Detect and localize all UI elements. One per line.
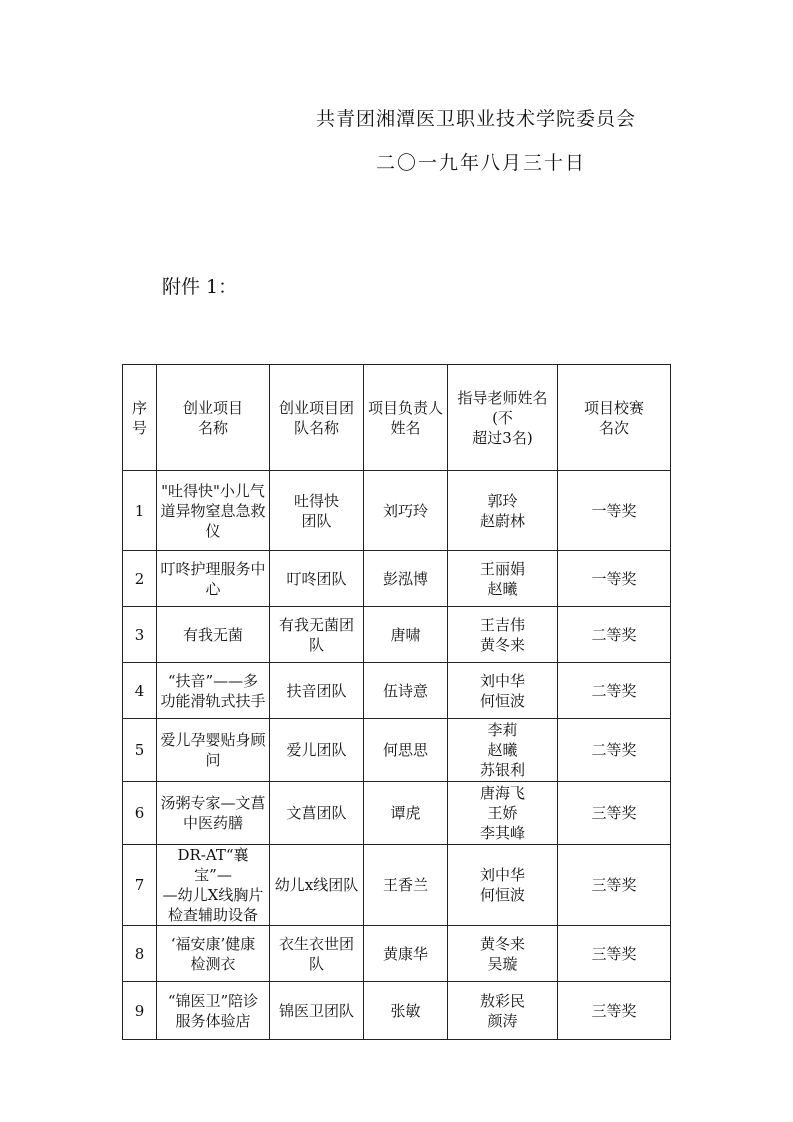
cell-leader: 何思思 [364,719,448,782]
cell-no: 9 [123,982,157,1040]
cell-advisors: 唐海飞 王娇 李其峰 [448,782,558,845]
cell-team: 文菖团队 [270,782,364,845]
header-cell-leader: 项目负责人 姓名 [364,365,448,471]
cell-no: 7 [123,845,157,926]
cell-project: “锦医卫”陪诊 服务体验店 [157,982,270,1040]
cell-no: 1 [123,471,157,551]
cell-leader: 唐啸 [364,607,448,663]
cell-leader: 张敏 [364,982,448,1040]
cell-project: 叮咚护理服务中 心 [157,551,270,607]
cell-rank: 三等奖 [558,982,671,1040]
cell-rank: 一等奖 [558,551,671,607]
header-cell-rank: 项目校赛 名次 [558,365,671,471]
cell-leader: 刘巧玲 [364,471,448,551]
cell-no: 6 [123,782,157,845]
cell-advisors: 刘中华 何恒波 [448,663,558,719]
cell-rank: 二等奖 [558,663,671,719]
header-cell-team: 创业项目团 队名称 [270,365,364,471]
table-row [123,471,671,551]
cell-no: 5 [123,719,157,782]
cell-rank: 二等奖 [558,607,671,663]
cell-team: 幼儿x线团队 [270,845,364,926]
table-row [123,663,671,719]
cell-leader: 彭泓博 [364,551,448,607]
cell-project: “扶音”——多 功能滑轨式扶手 [157,663,270,719]
cell-leader: 谭虎 [364,782,448,845]
cell-project: DR-AT“襄宝”— —幼儿X线胸片 检查辅助设备 [157,845,270,926]
cell-advisors: 黄冬来 吴璇 [448,926,558,982]
cell-project: 爱儿孕婴贴身顾 问 [157,719,270,782]
cell-advisors: 刘中华 何恒波 [448,845,558,926]
cell-leader: 黄康华 [364,926,448,982]
cell-rank: 三等奖 [558,926,671,982]
cell-no: 3 [123,607,157,663]
cell-project: ‘福安康’健康 检测衣 [157,926,270,982]
cell-team: 吐得快 团队 [270,471,364,551]
table-row [123,551,671,607]
cell-no: 8 [123,926,157,982]
cell-project: 有我无菌 [157,607,270,663]
table-row [123,982,671,1040]
issue-date: 二〇一九年八月三十日 [376,152,587,174]
table-row [123,719,671,782]
cell-rank: 三等奖 [558,845,671,926]
cell-team: 扶音团队 [270,663,364,719]
table-header-row [123,365,671,471]
table-row [123,607,671,663]
cell-advisors: 王丽娟 赵曦 [448,551,558,607]
cell-advisors: 李莉 赵曦 苏银利 [448,719,558,782]
issuing-organization: 共青团湘潭医卫职业技术学院委员会 [316,108,637,130]
table-row [123,926,671,982]
cell-project: "吐得快"小儿气 道异物窒息急救 仪 [157,471,270,551]
awards-table [122,364,671,1040]
cell-team: 叮咚团队 [270,551,364,607]
table-row [123,782,671,845]
cell-advisors: 郭玲 赵蔚林 [448,471,558,551]
cell-rank: 三等奖 [558,782,671,845]
header-cell-project: 创业项目 名称 [157,365,270,471]
cell-no: 4 [123,663,157,719]
cell-project: 汤粥专家—文菖 中医药膳 [157,782,270,845]
cell-advisors: 王吉伟 黄冬来 [448,607,558,663]
cell-advisors: 敖彩民 颜涛 [448,982,558,1040]
cell-team: 爱儿团队 [270,719,364,782]
cell-leader: 王香兰 [364,845,448,926]
table-row [123,845,671,926]
attachment-label: 附件 1： [162,276,238,298]
header-cell-advisors: 指导老师姓名(不 超过3名) [448,365,558,471]
cell-rank: 二等奖 [558,719,671,782]
cell-leader: 伍诗意 [364,663,448,719]
cell-rank: 一等奖 [558,471,671,551]
cell-team: 锦医卫团队 [270,982,364,1040]
header-cell-no: 序号 [123,365,157,471]
cell-team: 有我无菌团 队 [270,607,364,663]
cell-team: 衣生衣世团 队 [270,926,364,982]
cell-no: 2 [123,551,157,607]
